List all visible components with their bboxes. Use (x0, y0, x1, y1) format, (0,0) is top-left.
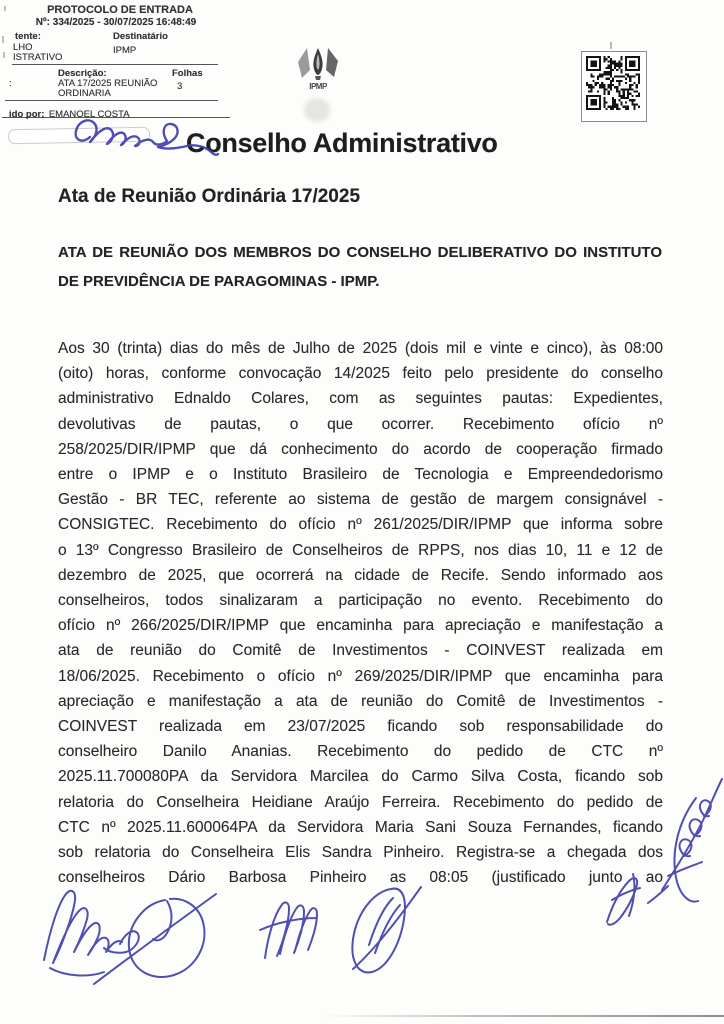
stamp-sender-line2: ISTRATIVO (13, 52, 63, 63)
qr-tick-mark (610, 42, 612, 49)
stamp-sheets-value: 3 (177, 81, 183, 92)
heading-line: ATA DE REUNIÃO DOS MEMBROS DO CONSELHO DELIBERATIVO DO INSTITUTO (58, 244, 662, 261)
body-line: administrativo Ednaldo Colares, com as seguintes pautas: Expedientes, (58, 390, 663, 408)
body-line: relatoria do Conselheira Heidiane Araújo Ferreira. Recebimento do pedido de (58, 793, 663, 811)
stamp-received-by (9, 104, 130, 122)
stamp-number-line: Nº: 334/2025 - 30/07/2025 16:48:49 (35, 17, 197, 28)
body-line: conselheiros Dário Barbosa Pinheiro as 08:05 (justificado junto ao (58, 869, 663, 887)
stamp-description-label: Descrição: (58, 68, 107, 79)
stamp-left-colon: : (9, 78, 12, 89)
stamp-description-line1: ATA 17/2025 REUNIÃO (58, 78, 158, 89)
body-line: o 13º Congresso Brasileiro de Conselheiros de RPPS, nos dias 10, 11 e 12 de (58, 541, 663, 559)
stamp-sheets-label: Folhas (172, 68, 203, 79)
heading-line: DE PREVIDÊNCIA DE PARAGOMINAS - IPMP. (58, 273, 380, 290)
document-heading (58, 238, 662, 296)
stamp-sender-line1: LHO (13, 42, 33, 53)
stamp-divider (5, 100, 218, 101)
body-line: COINVEST realizada em 23/07/2025 ficando sob responsabilidade do (58, 718, 663, 736)
scan-speck (3, 52, 5, 58)
stamp-label-box (8, 127, 150, 144)
stamp-title: PROTOCOLO DE ENTRADA (47, 4, 193, 16)
body-line: CTC nº 2025.11.600064PA da Servidora Maria Sani Souza Fernandes, ficando (58, 818, 663, 836)
stamp-received-by-value: EMANOEL COSTA (48, 109, 130, 120)
councilor-signature-1 (44, 891, 139, 976)
body-line: Aos 30 (trinta) dias do mês de Julho de 2025 (dois mil e vinte e cinco), às 08:00 (58, 340, 663, 357)
qr-code-box (581, 51, 647, 122)
body-line: devolutivas de pautas, o que ocorrer. Recebimento ofício nº (58, 415, 663, 433)
stamp-recipient-label: Destinatário (113, 31, 168, 42)
body-line: apreciação e manifestação a ata de reunião do Comitê de Investimentos - (58, 692, 663, 710)
logo-left-wing-icon (298, 48, 310, 78)
body-line: CONSIGTEC. Recebimento do ofício nº 261/2025/DIR/IPMP que informa sobre (58, 516, 663, 534)
stamp-received-by-label: ido por: (9, 109, 45, 120)
stamp-recipient-value: IPMP (113, 45, 137, 56)
body-line: ata de reunião do Comitê de Investimentos - COINVEST realizada em (58, 642, 663, 660)
body-line: 18/06/2025. Recebimento o ofício nº 269/2025/DIR/IPMP que encaminha para (58, 667, 663, 685)
body-line: ofício nº 266/2025/DIR/IPMP que encaminha para apreciação e manifestação a (58, 617, 663, 635)
body-line: entre o IPMP e o Instituto Brasileiro de Tecnologia e Empreendedorismo (58, 466, 663, 484)
scan-speck (4, 6, 6, 11)
body-line: (oito) horas, conforme convocação 14/2025 feito pelo presidente do conselho (58, 365, 663, 383)
body-line: conselheiro Danilo Ananias. Recebimento do pedido de CTC nº (58, 743, 663, 761)
qr-code (586, 56, 640, 110)
scan-page-edge (320, 1015, 724, 1017)
stamp-divider (12, 64, 218, 65)
body-line: Gestão - BR TEC, referente ao sistema de gestão de margem consignável - (58, 491, 663, 509)
page-title: Conselho Administrativo (186, 128, 498, 158)
body-line: dezembro de 2025, que ocorrerá na cidade de Recife. Sendo informado aos (58, 566, 663, 584)
ipmp-logo (294, 46, 342, 96)
logo-right-wing-icon (326, 48, 338, 77)
page-subtitle: Ata de Reunião Ordinária 17/2025 (58, 186, 361, 207)
logo-text: IPMP (309, 82, 327, 91)
document-body (58, 336, 663, 890)
body-line: 258/2025/DIR/IPMP que dá conhecimento do acordo de cooperação firmado (58, 440, 663, 458)
councilor-signature-4 (352, 887, 421, 972)
logo-watermark (304, 98, 330, 122)
body-line: 2025.11.700080PA da Servidora Marcilea do Carmo Silva Costa, ficando sob (58, 768, 663, 786)
stamp-divider (2, 117, 230, 118)
body-line: sob relatoria do Conselheira Elis Sandra Pinheiro. Registra-se a chegada dos (58, 844, 663, 862)
body-line: conselheiros, todos sinalizaram a participação no evento. Recebimento do (58, 592, 663, 610)
councilor-signature-3 (260, 902, 317, 958)
stamp-description-line2: ORDINARIA (58, 88, 111, 99)
logo-base-icon (315, 76, 321, 80)
councilor-signature-2 (94, 894, 216, 984)
stamp-sender-label: tente: (15, 31, 41, 42)
scan-speck (2, 36, 4, 43)
